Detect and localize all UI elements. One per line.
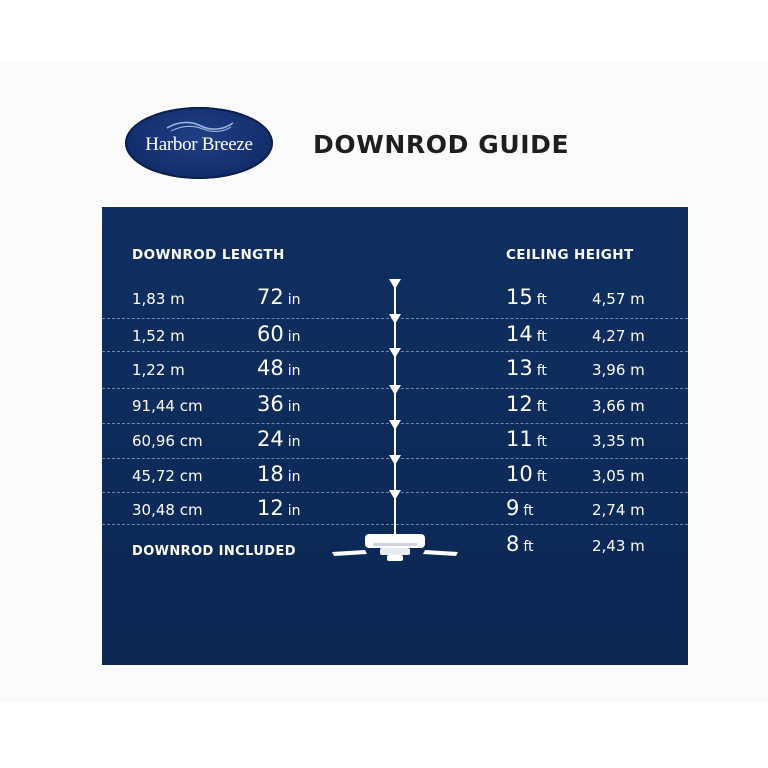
downrod-length: 72 in [257, 285, 301, 309]
metric-length: 60,96 cm [132, 432, 203, 450]
downrod-length: 12 in [257, 496, 301, 520]
ceiling-height: 12 ft [506, 392, 547, 416]
metric-length: 45,72 cm [132, 467, 203, 485]
metric-height: 3,35 m [592, 432, 645, 450]
metric-height: 3,96 m [592, 361, 645, 379]
ceiling-fan-icon [332, 534, 458, 561]
ceiling-height: 15 ft [506, 285, 547, 309]
metric-length: 1,83 m [132, 290, 185, 308]
ceiling-height-header: CEILING HEIGHT [506, 247, 634, 263]
metric-height: 3,05 m [592, 467, 645, 485]
metric-length: 91,44 cm [132, 397, 203, 415]
logo-text: Harbor Breeze [145, 134, 253, 155]
harbor-breeze-logo [125, 107, 273, 179]
downrod-length: 36 in [257, 392, 301, 416]
ceiling-height: 14 ft [506, 322, 547, 346]
metric-length: 30,48 cm [132, 501, 203, 519]
ceiling-height: 13 ft [506, 356, 547, 380]
metric-height: 2,43 m [592, 537, 645, 555]
metric-length: 1,52 m [132, 327, 185, 345]
ceiling-height: 10 ft [506, 462, 547, 486]
ceiling-height: 9 ft [506, 496, 534, 520]
page-title: DOWNROD GUIDE [313, 130, 570, 159]
downrod-length: 60 in [257, 322, 301, 346]
downrod-length: 24 in [257, 427, 301, 451]
metric-height: 4,57 m [592, 290, 645, 308]
metric-height: 4,27 m [592, 327, 645, 345]
downrod-length: 18 in [257, 462, 301, 486]
downrod-guide-panel [102, 207, 688, 665]
ceiling-height: 11 ft [506, 427, 547, 451]
wave-icon [165, 119, 235, 133]
downrod-length-header: DOWNROD LENGTH [132, 247, 285, 263]
metric-height: 3,66 m [592, 397, 645, 415]
downrod-included-label: DOWNROD INCLUDED [132, 544, 296, 559]
ceiling-height: 8 ft [506, 532, 534, 556]
downrod-length: 48 in [257, 356, 301, 380]
metric-height: 2,74 m [592, 501, 645, 519]
metric-length: 1,22 m [132, 361, 185, 379]
